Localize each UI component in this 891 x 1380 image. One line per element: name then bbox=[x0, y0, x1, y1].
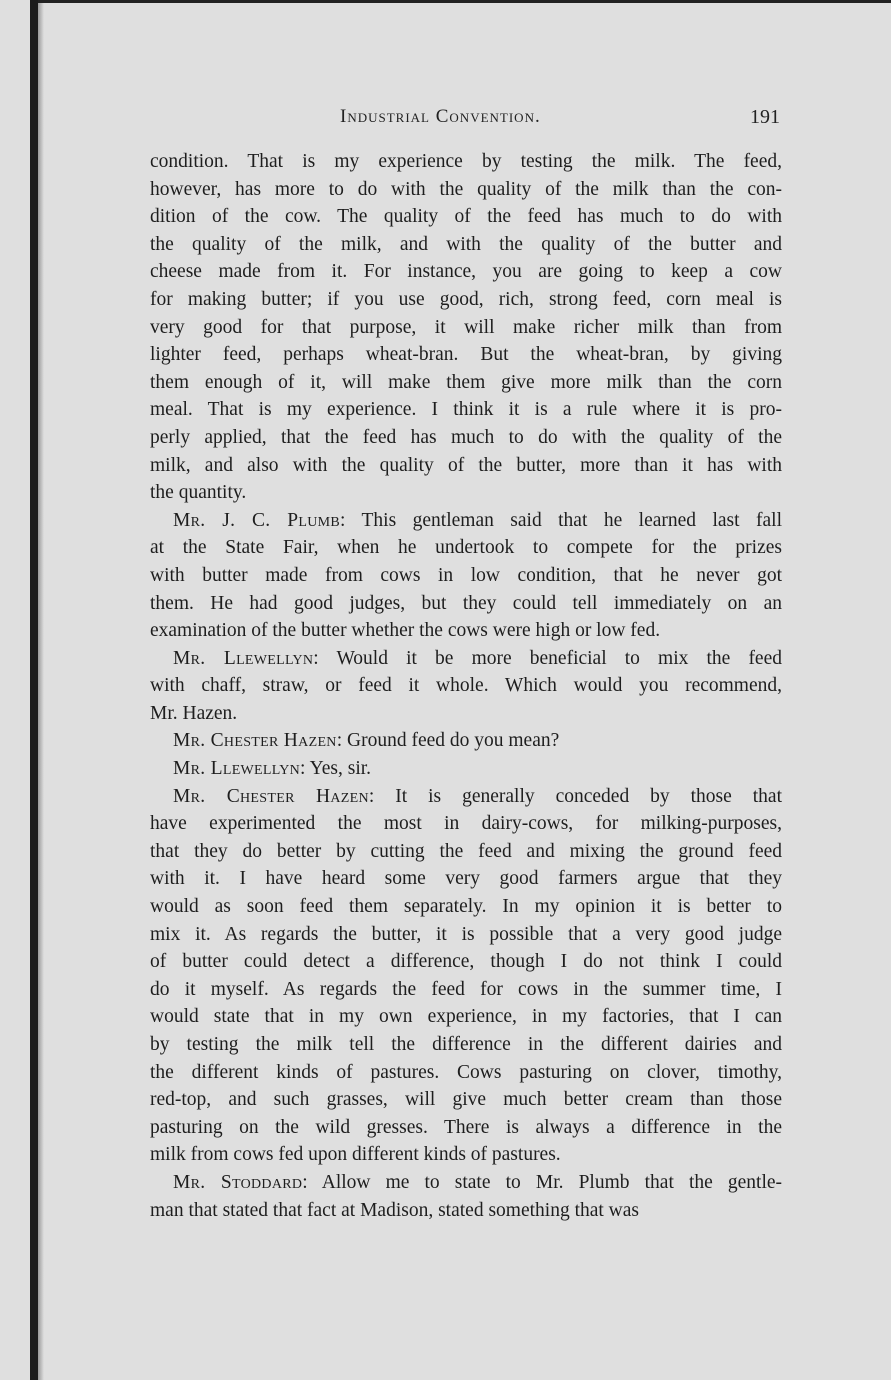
text-line bbox=[150, 424, 782, 452]
speaker-name: Mr. J. C. Plumb bbox=[173, 509, 341, 531]
text-line bbox=[150, 590, 782, 618]
paragraph bbox=[150, 755, 782, 783]
line-text: man that stated that fact at Madison, stated something that was bbox=[150, 1199, 640, 1221]
line-text: with it. I have heard some very good farmers argue that they bbox=[150, 868, 782, 890]
line-text: milk, and also with the quality of the butter, more than it has with bbox=[150, 454, 782, 476]
speaker-name: Mr. Llewellyn bbox=[173, 647, 314, 669]
text-line bbox=[150, 1197, 782, 1225]
text-line bbox=[150, 783, 782, 811]
line-text: dition of the cow. The quality of the feed has much to do with bbox=[150, 206, 782, 228]
text-line bbox=[150, 645, 782, 673]
line-text: very good for that purpose, it will make richer milk than from bbox=[150, 316, 782, 338]
text-line bbox=[150, 893, 782, 921]
line-text: red-top, and such grasses, will give much better cream than those bbox=[150, 1089, 782, 1111]
line-text: do it myself. As regards the feed for cows in the summer time, I bbox=[150, 978, 782, 1000]
paragraph bbox=[150, 507, 782, 645]
running-title: Industrial Convention. bbox=[340, 106, 541, 127]
text-line bbox=[150, 672, 782, 700]
text-line bbox=[150, 1169, 782, 1197]
page-number: 191 bbox=[750, 106, 780, 128]
line-text: examination of the butter whether the cows were high or low fed. bbox=[150, 620, 661, 642]
paragraph bbox=[150, 727, 782, 755]
line-text: them enough of it, will make them give more milk than the corn bbox=[150, 371, 782, 393]
line-text: with butter made from cows in low condition, that he never got bbox=[150, 564, 782, 586]
text-line bbox=[150, 838, 782, 866]
paragraph bbox=[150, 148, 782, 507]
line-text: have experimented the most in dairy-cows, for milking-purposes, bbox=[150, 813, 782, 835]
text-line bbox=[150, 1003, 782, 1031]
text-line bbox=[150, 562, 782, 590]
text-line bbox=[150, 534, 782, 562]
line-text: milk from cows fed upon different kinds of pastures. bbox=[150, 1144, 561, 1166]
paragraph bbox=[150, 783, 782, 1169]
text-line bbox=[150, 231, 782, 259]
line-text: : Would it be more beneficial to mix the feed bbox=[313, 647, 782, 669]
text-line bbox=[150, 176, 782, 204]
line-text: cheese made from it. For instance, you are going to keep a cow bbox=[150, 261, 782, 283]
text-line bbox=[150, 865, 782, 893]
spine-shadow bbox=[38, 0, 44, 1380]
text-line bbox=[150, 948, 782, 976]
line-text: perly applied, that the feed has much to do with the quality of the bbox=[150, 426, 782, 448]
paragraph bbox=[150, 645, 782, 728]
text-line bbox=[150, 203, 782, 231]
line-text: the quantity. bbox=[150, 482, 247, 504]
line-text: : Ground feed do you mean? bbox=[336, 730, 560, 752]
line-text: lighter feed, perhaps wheat-bran. But the wheat-bran, by giving bbox=[150, 344, 782, 366]
line-text: at the State Fair, when he undertook to compete for the prizes bbox=[150, 537, 782, 559]
line-text: pasturing on the wild gresses. There is always a difference in the bbox=[150, 1116, 782, 1138]
line-text: mix it. As regards the butter, it is possible that a very good judge bbox=[150, 923, 782, 945]
page-top-edge bbox=[38, 0, 891, 3]
speaker-name: Mr. Chester Hazen bbox=[173, 785, 369, 807]
text-line bbox=[150, 479, 782, 507]
text-line bbox=[150, 286, 782, 314]
running-head bbox=[150, 106, 780, 136]
book-spine-edge bbox=[30, 0, 38, 1380]
line-text: the different kinds of pastures. Cows pasturing on clover, timothy, bbox=[150, 1061, 782, 1083]
line-text: would state that in my own experience, in my factories, that I can bbox=[150, 1006, 782, 1028]
text-line bbox=[150, 921, 782, 949]
line-text: that they do better by cutting the feed and mixing the ground feed bbox=[150, 840, 782, 862]
line-text: would as soon feed them separately. In my opinion it is better to bbox=[150, 896, 782, 918]
text-line bbox=[150, 755, 782, 783]
line-text: : This gentleman said that he learned last fall bbox=[340, 509, 782, 531]
text-line bbox=[150, 452, 782, 480]
text-line bbox=[150, 314, 782, 342]
text-line bbox=[150, 1141, 782, 1169]
text-line bbox=[150, 1031, 782, 1059]
text-line bbox=[150, 976, 782, 1004]
line-text: by testing the milk tell the difference in the different dairies and bbox=[150, 1034, 782, 1055]
line-text: the quality of the milk, and with the quality of the butter and bbox=[150, 233, 782, 255]
text-line bbox=[150, 507, 782, 535]
line-text: of butter could detect a difference, though I do not think I could bbox=[150, 951, 782, 973]
line-text: Mr. Hazen. bbox=[150, 702, 238, 724]
text-line bbox=[150, 617, 782, 645]
line-text: with chaff, straw, or feed it whole. Which would you recommend, bbox=[150, 675, 782, 697]
paragraph bbox=[150, 1169, 782, 1224]
text-line bbox=[150, 1114, 782, 1142]
text-line bbox=[150, 727, 782, 755]
line-text: : Allow me to state to Mr. Plumb that the gentle- bbox=[302, 1171, 783, 1193]
line-text: them. He had good judges, but they could tell immediately on an bbox=[150, 592, 782, 614]
text-line bbox=[150, 1086, 782, 1114]
line-text: meal. That is my experience. I think it is a rule where it is pro- bbox=[150, 399, 782, 421]
text-line bbox=[150, 810, 782, 838]
line-text: condition. That is my experience by testing the milk. The feed, bbox=[150, 151, 782, 172]
speaker-name: Mr. Stoddard bbox=[173, 1171, 303, 1193]
text-line bbox=[150, 148, 782, 176]
line-text: : It is generally conceded by those that bbox=[368, 785, 782, 807]
line-text: however, has more to do with the quality of the milk than the con- bbox=[150, 178, 782, 200]
speaker-name: Mr. Llewellyn bbox=[173, 758, 301, 780]
body-text bbox=[150, 148, 782, 1224]
text-line bbox=[150, 341, 782, 369]
text-line bbox=[150, 700, 782, 728]
text-line bbox=[150, 1059, 782, 1087]
line-text: : Yes, sir. bbox=[300, 758, 372, 780]
line-text: for making butter; if you use good, rich, strong feed, corn meal is bbox=[150, 288, 782, 310]
speaker-name: Mr. Chester Hazen bbox=[173, 730, 337, 752]
text-line bbox=[150, 258, 782, 286]
text-line bbox=[150, 396, 782, 424]
text-line bbox=[150, 369, 782, 397]
